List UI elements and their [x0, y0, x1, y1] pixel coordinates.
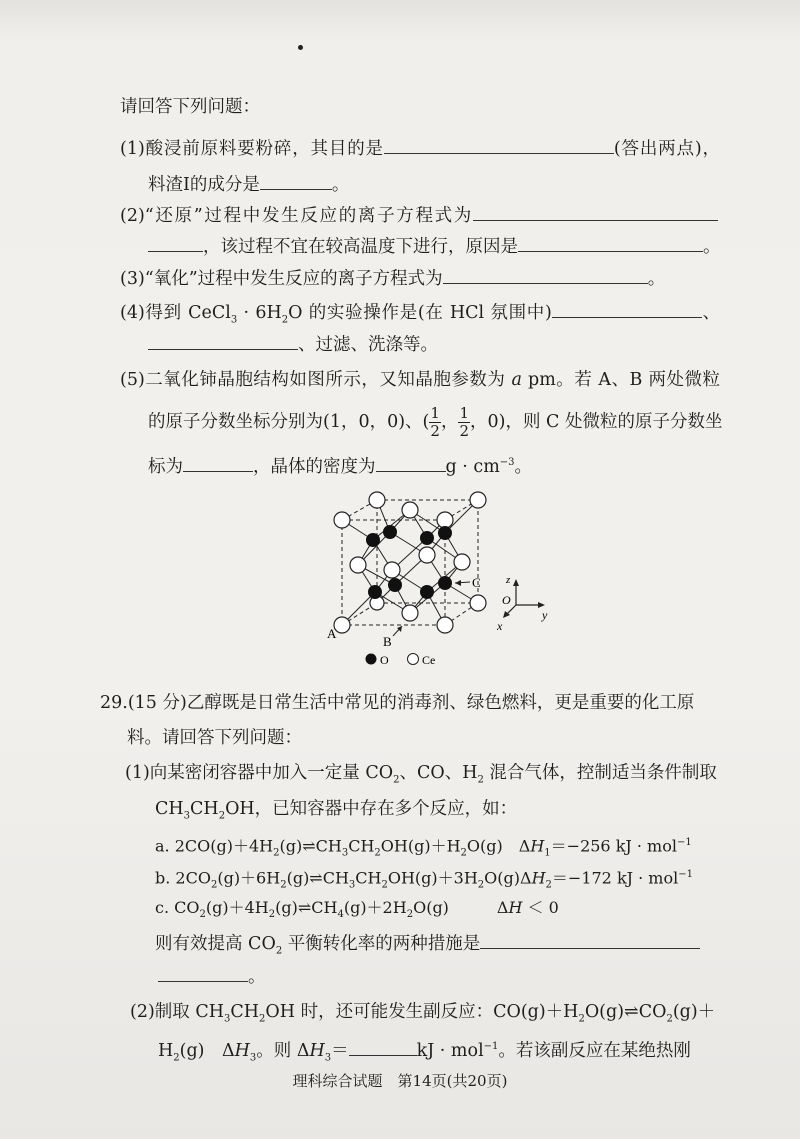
reaction-c [155, 896, 559, 927]
ce-atoms [334, 492, 486, 633]
text-segment: (g)⇌CH [286, 868, 349, 888]
text-segment: 标为 [148, 456, 183, 477]
text-segment: CH [355, 868, 382, 888]
text-segment: 请回答下列问题： [120, 97, 260, 117]
numerator: 1 [430, 404, 440, 422]
italic-symbol: H [508, 898, 523, 917]
superscript: −1 [676, 837, 692, 848]
text-segment: (1)向某密闭容器中加入一定量 CO [125, 763, 394, 783]
text-segment: OH(g)＋H [380, 836, 461, 856]
answer-blank[interactable] [158, 963, 248, 982]
text-segment: kJ · mol [416, 1040, 484, 1061]
text-segment: O 的实验操作是(在 HCl 氛围中) [288, 303, 552, 323]
legend-o-marker [366, 654, 377, 665]
text-segment: (g)⇌CH [275, 898, 338, 917]
q29-part1 [125, 761, 717, 793]
text-segment: ＝−256 kJ · mol [550, 836, 677, 856]
text-segment: OH，已知容器中存在多个反应，如： [225, 799, 518, 819]
q29-part1-cont [155, 797, 517, 829]
text-segment: O(g) Δ [466, 836, 531, 856]
answer-blank[interactable] [349, 1037, 417, 1056]
subscript: 2 [259, 1013, 266, 1025]
text-segment: ， [440, 412, 459, 432]
superscript: −1 [678, 869, 693, 880]
text-segment: OH(g)＋3H [387, 868, 478, 888]
text-segment: (g)＋ [672, 1002, 716, 1022]
axis-x: x [497, 619, 503, 633]
label-a: A [327, 626, 337, 641]
subscript: 3 [230, 314, 238, 326]
text-segment: (1)酸浸前原料要粉碎，其目的是 [120, 139, 384, 159]
text-segment: ，该过程不宜在较高温度下进行，原因是 [203, 237, 518, 257]
text-segment: (g)＋2H [343, 898, 407, 917]
numerator: 1 [459, 404, 469, 422]
subscript: 3 [183, 810, 191, 822]
text-segment: O(g)Δ [484, 868, 532, 888]
text-segment: 、过滤、洗涤等。 [298, 335, 438, 355]
axis-z: z [506, 574, 511, 586]
text-segment: 。 [248, 967, 266, 987]
text-segment: (2)“还原”过程中发生反应的离子方程式为 [120, 206, 473, 226]
q29-stem [100, 691, 694, 715]
text-segment: ，0)，则 C 处微粒的原子分数坐 [469, 412, 723, 432]
text-segment: a. 2CO(g)＋4H [155, 836, 274, 856]
axis-origin: O [502, 593, 511, 607]
subscript: 2 [275, 945, 283, 957]
text-segment: 。若该副反应在某绝热刚 [498, 1040, 691, 1061]
text-segment: (4)得到 CeCl [120, 303, 231, 323]
text-segment: CH [230, 1002, 260, 1022]
subscript: 2 [218, 810, 226, 822]
text-segment: 、 [701, 303, 720, 323]
text-segment: (g) Δ [179, 1040, 235, 1061]
text-segment: (g)⇌CH [279, 836, 342, 856]
subscript: 2 [393, 774, 400, 786]
text-segment: ＜ 0 [522, 898, 559, 917]
text-segment: (g)＋4H [205, 898, 269, 917]
reaction-b [155, 863, 693, 898]
text-segment: 。 [331, 175, 350, 195]
page-footer: 理科综合试题 第14页(共20页) [292, 1072, 508, 1090]
text-segment: 。则 Δ [256, 1040, 310, 1061]
text-segment: c. CO [155, 898, 200, 917]
subscript: 2 [578, 1013, 585, 1025]
subscript: 2 [210, 879, 218, 891]
italic-symbol: H [309, 1040, 325, 1061]
legend-o-label: O [380, 653, 389, 667]
q29-part2-cont [158, 1035, 691, 1070]
subscript: 2 [545, 879, 552, 891]
subscript: 2 [273, 847, 280, 859]
subscript: 2 [173, 1052, 180, 1064]
text-segment: 的原子分数坐标分别为(1，0，0)、( [148, 412, 430, 432]
axis-y: y [542, 608, 548, 622]
q29-part1-question [155, 930, 700, 964]
text-segment: 混合气体，控制适当条件制取 [483, 763, 717, 783]
q29-part1-question-cont [158, 963, 266, 989]
subscript: 3 [249, 1052, 257, 1064]
subscript: 2 [381, 879, 388, 891]
text-segment: 29.(15 分)乙醇既是日常生活中常见的消毒剂、绿色燃料，更是重要的化工原 [100, 693, 695, 713]
text-segment: (2)制取 CH [130, 1002, 225, 1022]
italic-symbol: H [531, 868, 546, 888]
text-segment: 则有效提高 CO [155, 934, 276, 954]
italic-symbol: H [234, 1040, 250, 1061]
text-segment: O(g)⇌CO [584, 1002, 667, 1022]
q29-part2 [130, 1000, 715, 1032]
text-segment: (5)二氧化铈晶胞结构如图所示，又知晶胞参数为 [120, 370, 512, 390]
subscript: 1 [544, 847, 551, 859]
text-segment: 料。请回答下列问题： [127, 728, 302, 748]
q29-stem-cont [127, 726, 302, 750]
subscript: 2 [477, 774, 484, 786]
subscript: 2 [199, 909, 206, 921]
text-segment: 。 [514, 456, 533, 477]
legend-ce-label: Ce [422, 653, 436, 667]
subscript: 4 [337, 909, 344, 921]
text-segment: · 6H [237, 303, 282, 323]
subscript: 3 [224, 1013, 231, 1025]
subscript: 2 [280, 879, 287, 891]
text-segment: O(g) Δ [413, 898, 509, 917]
text-segment: 。 [703, 237, 721, 257]
subscript: 3 [348, 879, 356, 891]
text-segment: CH [155, 799, 184, 819]
text-segment: b. 2CO [155, 868, 211, 888]
subscript: 2 [268, 909, 276, 921]
label-c: C [472, 575, 481, 590]
answer-blank[interactable] [480, 930, 700, 949]
label-b: B [383, 634, 392, 649]
subscript: 2 [477, 879, 485, 891]
subscript: 3 [324, 1052, 332, 1064]
subscript: 2 [281, 314, 289, 326]
superscript: −1 [483, 1041, 499, 1052]
text-segment: 料渣Ⅰ的成分是 [148, 175, 260, 195]
text-segment: ，晶体的密度为 [253, 456, 376, 477]
arrow-c-head [455, 580, 461, 586]
text-segment: CH [348, 836, 375, 856]
text-segment: g · cm [445, 456, 500, 477]
text-segment: (g)＋6H [217, 868, 281, 888]
italic-symbol: H [530, 836, 545, 856]
text-segment: (3)“氧化”过程中发生反应的离子方程式为 [120, 269, 443, 289]
subscript: 2 [460, 847, 467, 859]
text-segment: ＝ [331, 1040, 349, 1061]
text-segment: OH 时，还可能发生副反应：CO(g)＋H [265, 1002, 579, 1022]
text-segment: pm。若 A、B 两处微粒 [521, 370, 720, 390]
legend-ce-marker [408, 654, 419, 665]
text-segment: 。 [647, 269, 666, 289]
subscript: 3 [341, 847, 349, 859]
superscript: −3 [499, 457, 515, 468]
subscript: 2 [406, 909, 414, 921]
text-segment: (答出两点)， [613, 139, 720, 159]
subscript: 2 [374, 847, 381, 859]
text-segment: 平衡转化率的两种措施是 [282, 934, 481, 954]
text-segment: ＝−172 kJ · mol [551, 868, 679, 888]
text-segment: CH [190, 799, 219, 819]
text-segment: H [158, 1040, 174, 1061]
reaction-a [155, 831, 692, 866]
text-segment: 、CO、H [399, 763, 478, 783]
subscript: 2 [666, 1013, 673, 1025]
denominator: 2 [459, 422, 469, 440]
denominator: 2 [430, 422, 440, 440]
italic-symbol: a [511, 370, 522, 390]
